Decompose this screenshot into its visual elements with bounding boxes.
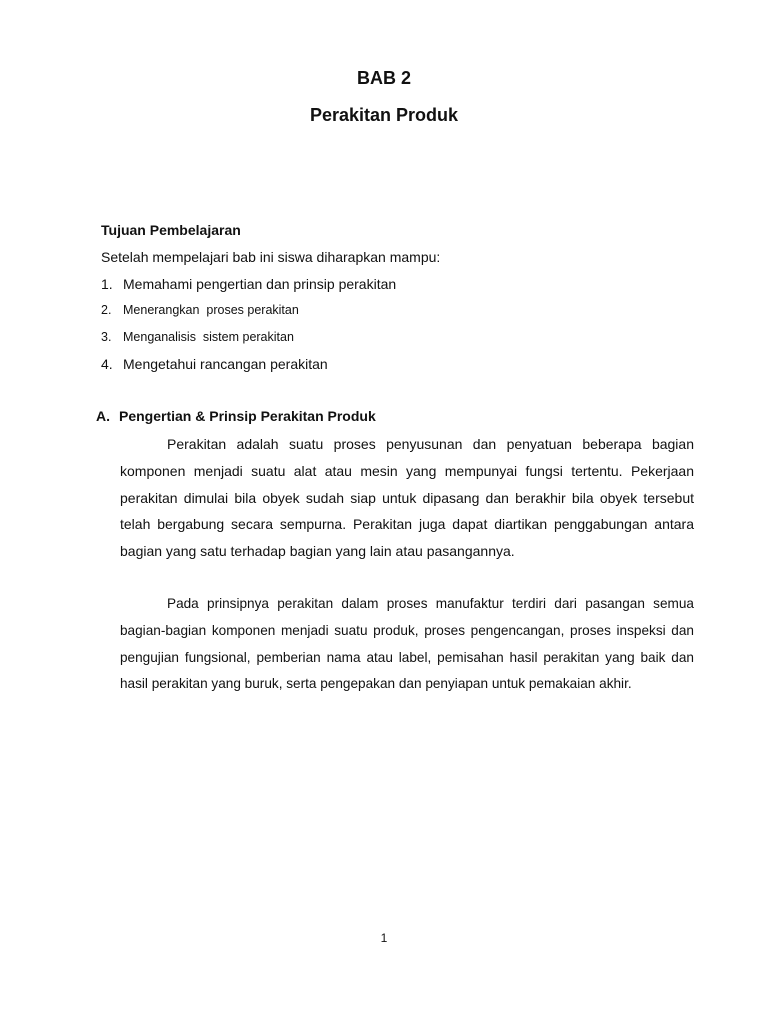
objective-text: Mengetahui rancangan perakitan [123, 356, 328, 372]
objective-item [101, 303, 299, 317]
chapter-title: Perakitan Produk [309, 105, 459, 125]
objective-item [101, 356, 328, 372]
objective-number: 3. [101, 330, 112, 344]
objective-item [101, 276, 396, 292]
objective-item [101, 330, 294, 344]
section-letter: A. [96, 408, 110, 424]
objectives-heading: Tujuan Pembelajaran [101, 222, 241, 238]
objective-number: 4. [101, 356, 113, 372]
objective-text: Memahami pengertian dan prinsip perakitan [123, 276, 397, 292]
page-number: 1 [380, 931, 388, 945]
objective-text: Menganalisis sistem perakitan [123, 330, 294, 344]
body-paragraph: Pada prinsipnya perakitan dalam proses manufaktur terdiri dari pasangan semua bagian-bagian komponen menjadi suatu produk, proses pengencangan, proses inspeksi dan pengujian fungsional, pemberian nama atau label, pemisahan hasil perakitan yang baik dan hasil perakitan yang buruk, serta pengepakan dan penyiapan untuk pemakaian akhir. [120, 596, 694, 692]
objectives-intro: Setelah mempelajari bab ini siswa diharapkan mampu: [101, 249, 441, 265]
section-heading [96, 408, 376, 424]
chapter-number: BAB 2 [356, 68, 411, 88]
objective-text: Menerangkan proses perakitan [123, 303, 299, 317]
objective-number: 1. [101, 276, 113, 292]
section-title: Pengertian & Prinsip Perakitan Produk [119, 408, 376, 424]
objective-number: 2. [101, 303, 112, 317]
body-paragraph: Perakitan adalah suatu proses penyusunan dan penyatuan beberapa bagian komponen menjadi suatu alat atau mesin yang mempunyai fungsi tertentu. Pekerjaan perakitan dimulai bila obyek sudah siap untuk dipasang dan berakhir bila obyek tersebut telah bergabung secara sempurna. Perakitan juga dapat diartikan penggabungan antara bagian yang satu terhadap bagian yang lain atau pasangannya. [120, 436, 694, 560]
